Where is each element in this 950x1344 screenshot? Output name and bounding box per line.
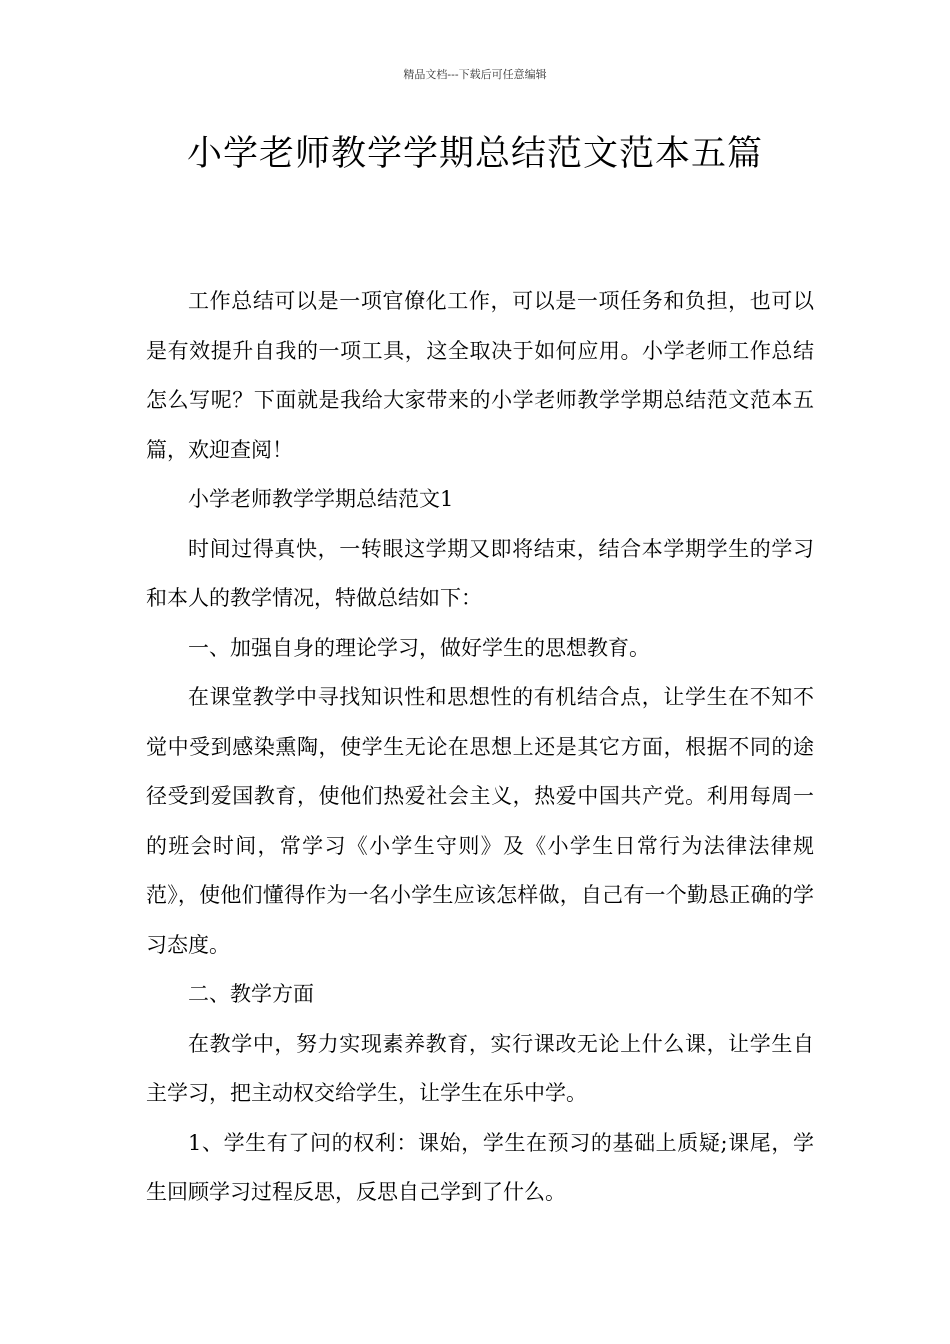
section-heading: 小学老师教学学期总结范文1 xyxy=(188,487,454,511)
header-note: 精品文档---下载后可任意编辑 xyxy=(403,68,547,81)
document-title: 小学老师教学学期总结范文范本五篇 xyxy=(186,134,763,174)
paragraph: 1、学生有了问的权利：课始，学生在预习的基础上质疑;课尾，学生回顾学习过程反思，反思自己学到了什么。 xyxy=(146,1130,814,1204)
paragraph: 在课堂教学中寻找知识性和思想性的有机结合点，让学生在不知不觉中受到感染熏陶，使学生无论在思想上还是其它方面，根据不同的途径受到爱国教育，使他们热爱社会主义，热爱中国共产党。利用每周一的班会时间，常学习《小学生守则》及《小学生日常行为法律法律规范》，使他们懂得作为一名小学生应该怎样做，自己有一个勤恳正确的学习态度。 xyxy=(146,685,814,957)
paragraph: 时间过得真快，一转眼这学期又即将结束，结合本学期学生的学习和本人的教学情况，特做总结如下： xyxy=(146,536,814,610)
subheading: 二、教学方面 xyxy=(188,982,314,1006)
subheading: 一、加强自身的理论学习，做好学生的思想教育。 xyxy=(188,635,650,660)
paragraph: 在教学中，努力实现素养教育，实行课改无论上什么课，让学生自主学习，把主动权交给学生，让学生在乐中学。 xyxy=(146,1031,814,1105)
document-body xyxy=(146,277,814,1218)
paragraph-intro: 工作总结可以是一项官僚化工作，可以是一项任务和负担，也可以是有效提升自我的一项工具，这全取决于如何应用。小学老师工作总结怎么写呢？下面就是我给大家带来的小学老师教学学期总结范文范本五篇，欢迎查阅！ xyxy=(146,289,814,462)
